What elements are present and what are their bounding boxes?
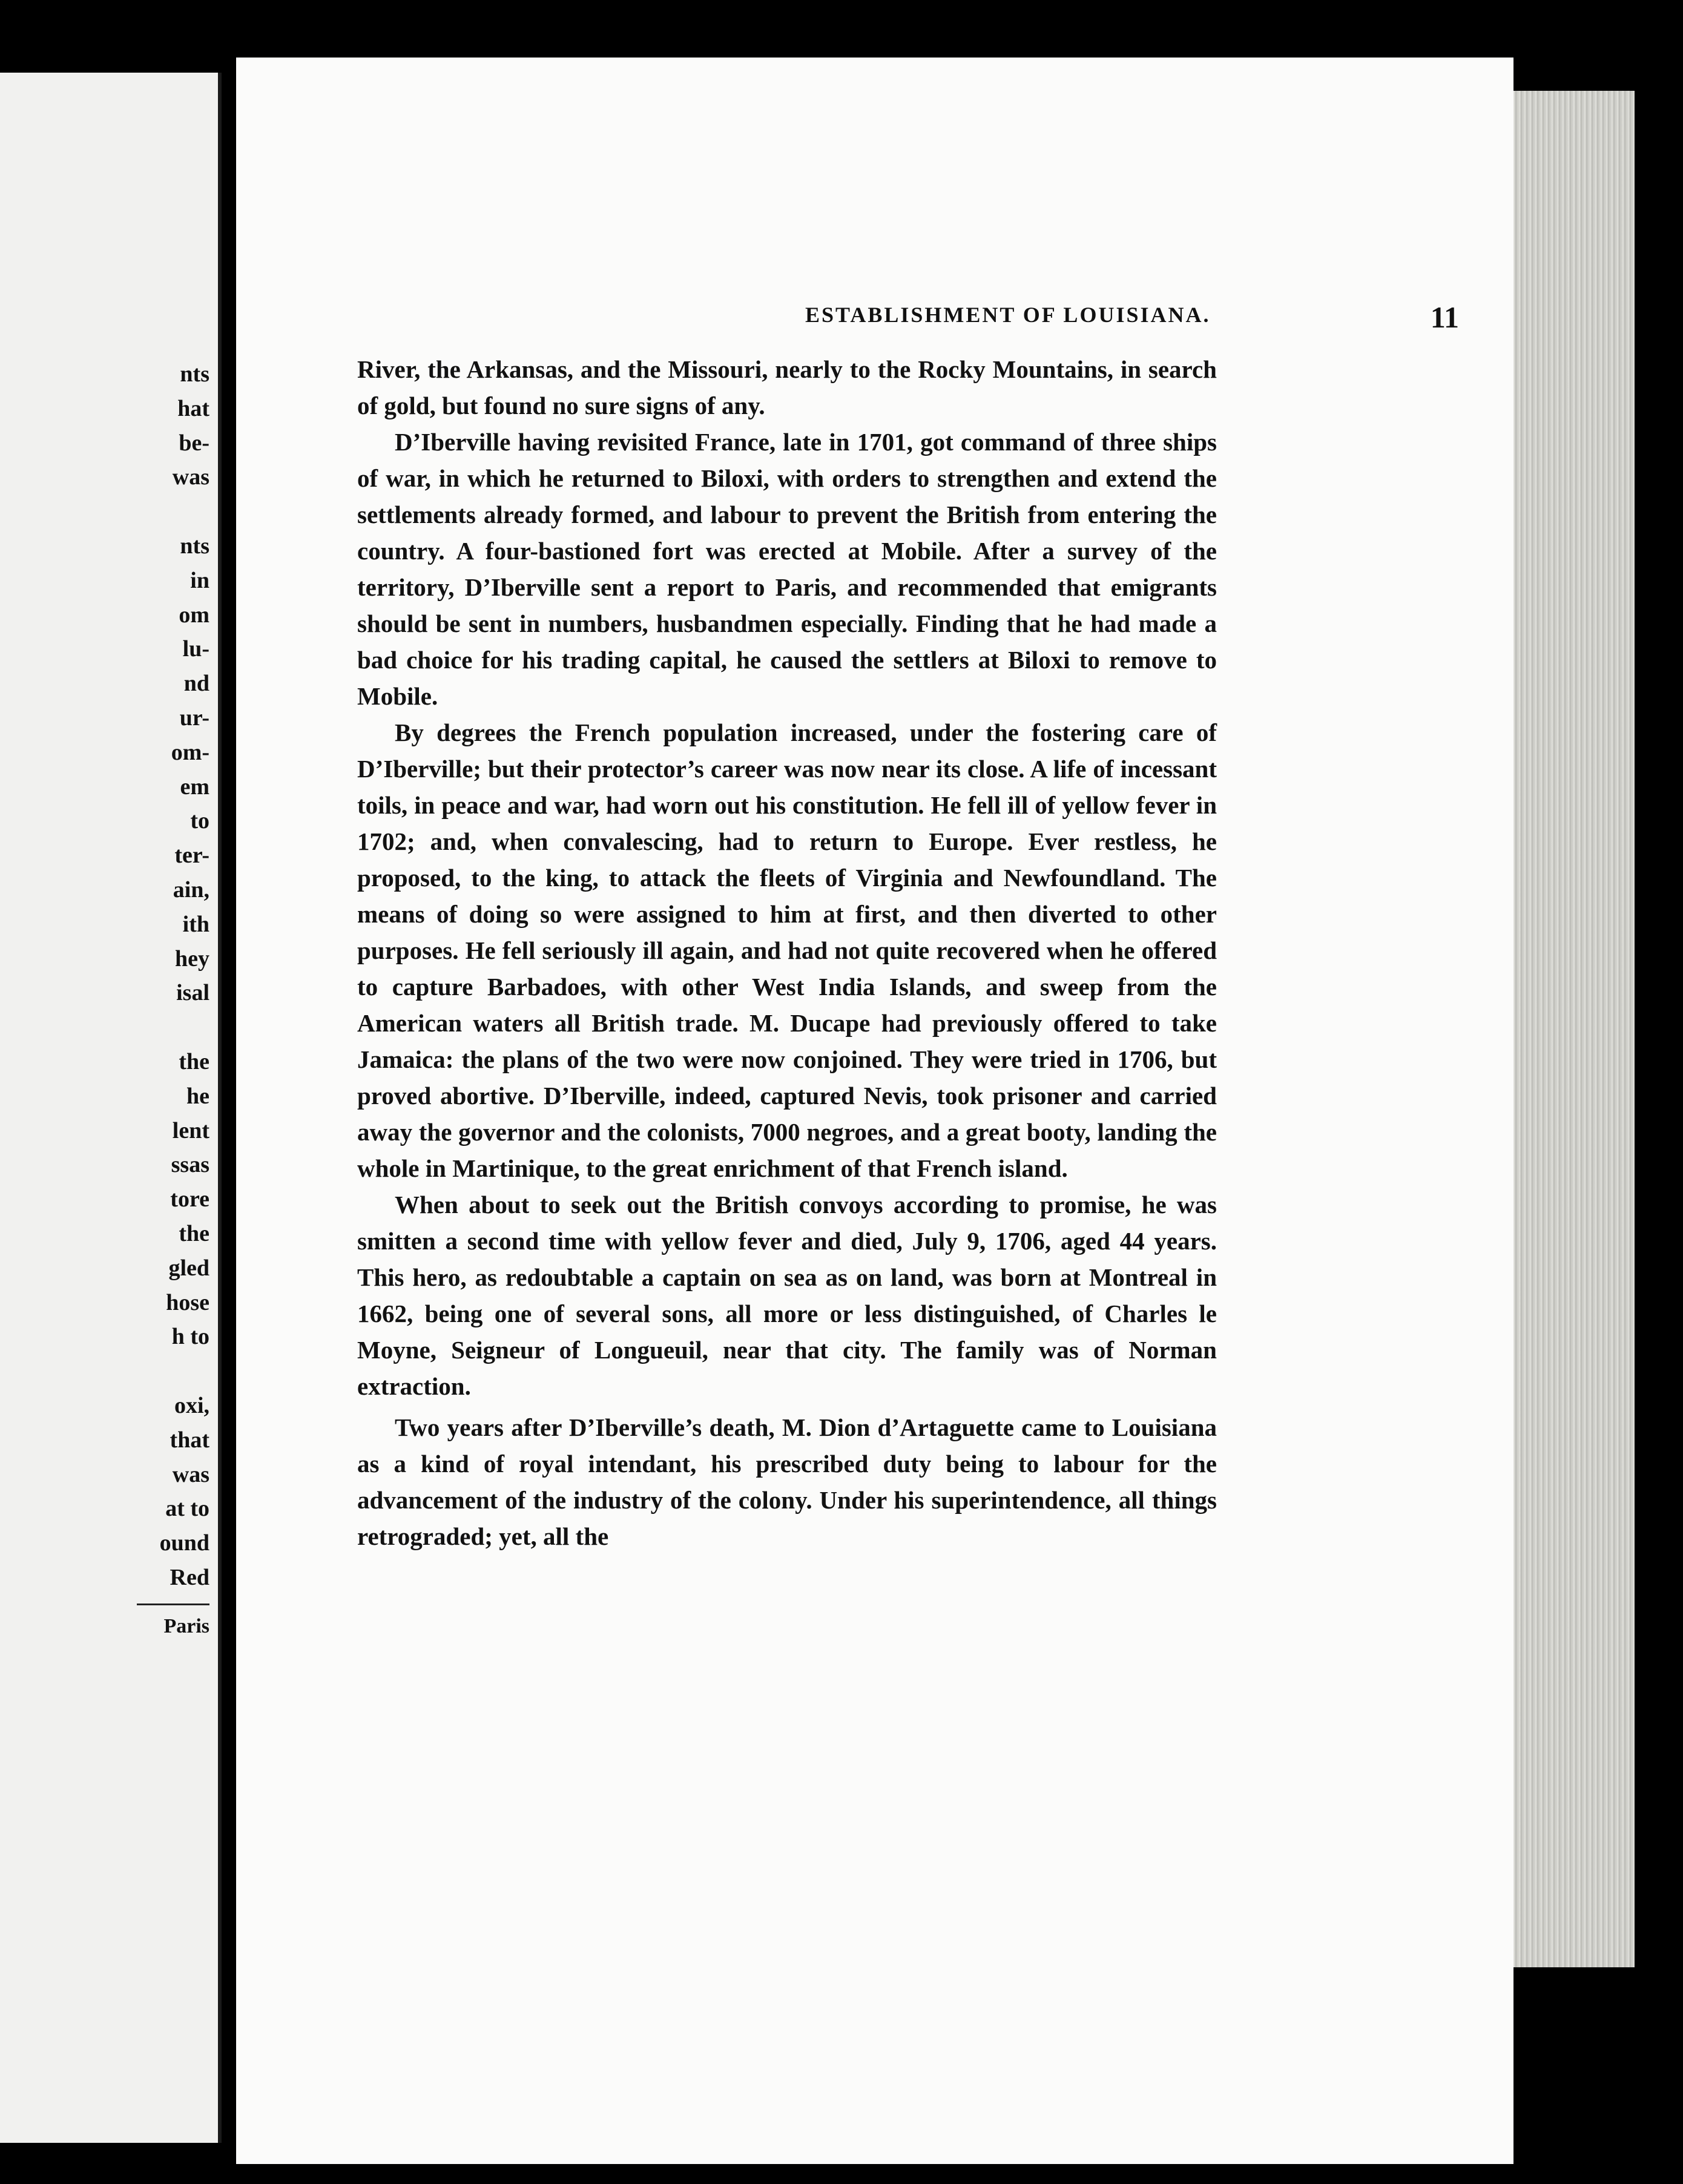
left-page-fragment: Red — [170, 1564, 209, 1590]
left-page-fragment: be- — [179, 430, 209, 456]
left-page-fragment: om- — [171, 739, 209, 765]
paragraph-3: By degrees the French population increased, under the fostering care of D’Iberville; but their protector’s career was now near its close. A life of incessant toils, in peace and war, had worn out his constitution. He fell ill of yellow fever in 1702; and, when convalescing, had to return to Europe. Ever restless, he proposed, to the king, to attack the fleets of Virginia and Newfoundland. The means of doing so were assigned to him at first, and then diverted to other purposes. He fell seriously ill again, and had not quite recovered when he offered to capture Barbadoes, with other West India Islands, and sweep from the American waters all British trade. M. Ducape had previously offered to take Jamaica: the plans of the two were now conjoined. They were tried in 1706, but proved abortive. D’Iberville, indeed, captured Nevis, took prisoner and carried away the governor and the colonists, 7000 negroes, and a great booty, landing the whole in Martinique, to the great enrichment of that French island. — [357, 719, 1217, 1182]
left-page-fragment: ain, — [173, 877, 209, 903]
left-page-fragment: hat — [177, 395, 209, 421]
left-page-fragment: h to — [171, 1324, 209, 1350]
running-title: ESTABLISHMENT OF LOUISIANA. — [805, 303, 1211, 327]
left-facing-page — [0, 73, 222, 2143]
left-page-fragment: was — [172, 1461, 209, 1487]
left-page-fragment: he — [186, 1083, 209, 1109]
left-page-fragment: em — [180, 774, 209, 800]
left-page-fragment: nts — [180, 361, 209, 387]
left-page-fragment: at to — [165, 1496, 209, 1522]
left-page-fragment: ssas — [171, 1152, 209, 1178]
left-page-fragment: ur- — [179, 705, 209, 731]
left-page-fragment: the — [179, 1220, 209, 1246]
left-page-fragment: that — [170, 1427, 209, 1453]
left-page-fragment: oxi, — [174, 1392, 209, 1418]
left-page-fragment: the — [179, 1048, 209, 1074]
fragment-gap — [16, 1010, 209, 1045]
left-page-fragment: tore — [170, 1186, 209, 1212]
left-page-fragment: ith — [182, 911, 209, 937]
fragment-gap — [16, 495, 209, 529]
left-page-fragment: ound — [159, 1530, 209, 1556]
left-page-fragment: in — [190, 567, 209, 593]
left-page-fragment: isal — [176, 980, 209, 1006]
left-page-footnote: Paris — [163, 1614, 209, 1637]
left-page-fragment: ter- — [174, 843, 209, 869]
book-fore-edge — [1501, 91, 1635, 1967]
paragraph-4: When about to seek out the British convoys according to promise, he was smitten a second time with yellow fever and died, July 9, 1706, aged 44 years. This hero, as redoubtable a captain on sea as on land, was born at Montreal in 1662, being one of several sons, all more or less distinguished, of Charles le Moyne, Seigneur of Longueuil, near that city. The family was of Norman extraction. — [357, 1191, 1217, 1400]
paragraph-2: D’Iberville having revisited France, late in 1701, got command of three ships of war, in which he returned to Biloxi, with orders to strengthen and extend the settlements already formed, and labour to prevent the British from entering the country. A four-bastioned fort was erected at Mobile. After a survey of the territory, D’Iberville sent a report to Paris, and recommended that emigrants should be sent in numbers, husbandmen especially. Finding that he had made a bad choice for his trading capital, he caused the settlers at Biloxi to remove to Mobile. — [357, 428, 1217, 710]
left-page-fragment: hose — [166, 1289, 209, 1315]
left-page-fragment: hey — [175, 946, 209, 972]
body-text — [357, 351, 1217, 1554]
paragraph-5: Two years after D’Iberville’s death, M. Dion d’Artaguette came to Louisiana as a kind of royal intendant, his prescribed duty being to labour for the advancement of the industry of the colony. Under his superintendence, all things retrograded; yet, all the — [357, 1413, 1217, 1550]
running-head — [575, 300, 1459, 342]
left-page-fragment: nd — [183, 671, 209, 697]
left-page-fragment: to — [190, 808, 209, 834]
left-page-text-fragments — [16, 357, 209, 1642]
footnote-rule — [137, 1603, 209, 1605]
paragraph-1: River, the Arkansas, and the Missouri, nearly to the Rocky Mountains, in search of gold, but found no sure signs of any. — [357, 355, 1217, 419]
fragment-gap — [16, 1354, 209, 1389]
left-page-fragment: nts — [180, 533, 209, 559]
page-number: 11 — [1430, 300, 1459, 334]
left-page-fragment: lent — [172, 1117, 209, 1143]
left-page-fragment: gled — [168, 1255, 209, 1281]
left-page-fragment: om — [179, 602, 209, 628]
left-page-fragment: was — [172, 464, 209, 490]
left-page-fragment: lu- — [182, 636, 209, 662]
